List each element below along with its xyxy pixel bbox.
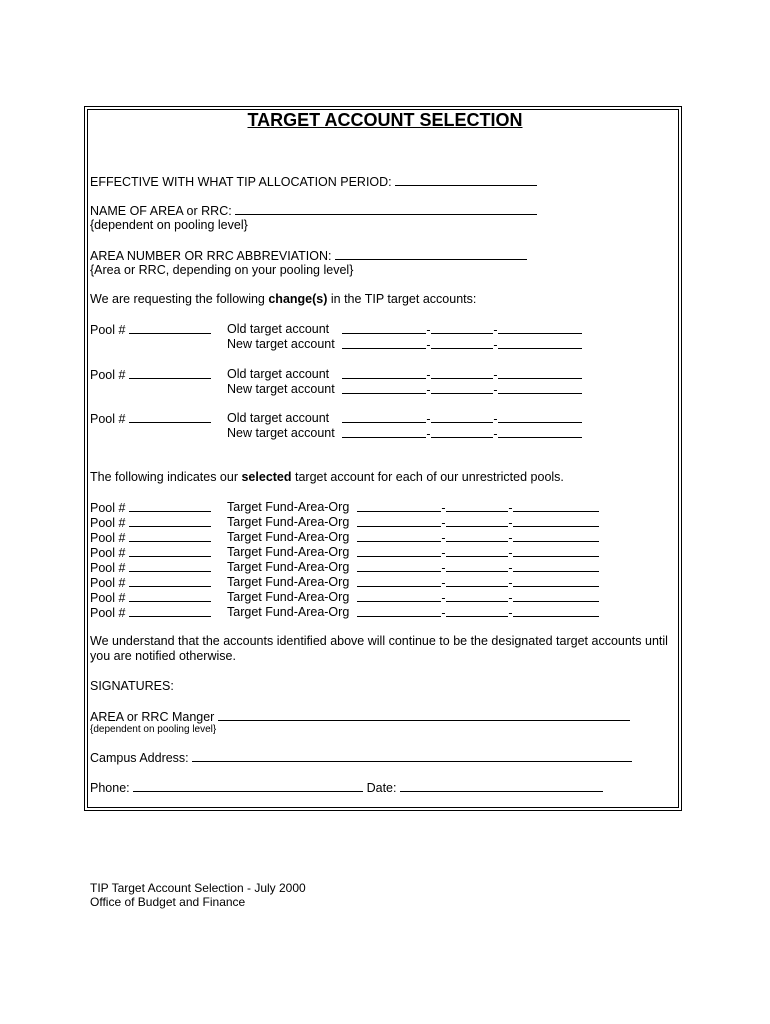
- phone-field[interactable]: [133, 780, 363, 792]
- account-separator: -: [508, 531, 513, 545]
- pool-row: [90, 322, 211, 338]
- account-separator: -: [441, 591, 446, 605]
- account-number-fields: [342, 367, 582, 383]
- phone-date-row: [90, 780, 603, 796]
- account-separator: -: [441, 561, 446, 575]
- org-field[interactable]: [513, 605, 599, 617]
- pool-label: Pool #: [90, 531, 126, 545]
- pool-number-field[interactable]: [129, 322, 211, 334]
- area-field[interactable]: [446, 545, 508, 557]
- account-separator: -: [508, 606, 513, 620]
- area-number-label: AREA NUMBER OR RRC ABBREVIATION:: [90, 249, 332, 263]
- pool-number-field[interactable]: [129, 515, 211, 527]
- account-separator: -: [508, 516, 513, 530]
- effective-period-label: EFFECTIVE WITH WHAT TIP ALLOCATION PERIOD:: [90, 175, 392, 189]
- fund-field[interactable]: [357, 545, 441, 557]
- campus-label: Campus Address:: [90, 751, 189, 765]
- pool-row: [90, 515, 211, 531]
- area-name-field[interactable]: [235, 203, 537, 215]
- account-separator: -: [493, 412, 498, 426]
- request-text-post: in the TIP target accounts:: [327, 292, 477, 306]
- signatures-label: SIGNATURES:: [90, 679, 174, 693]
- pool-label: Pool #: [90, 412, 126, 426]
- fund-field[interactable]: [357, 530, 441, 542]
- pool-label: Pool #: [90, 576, 126, 590]
- account-number-fields: [357, 590, 599, 606]
- pool-label: Pool #: [90, 591, 126, 605]
- phone-label: Phone:: [90, 781, 130, 795]
- pool-label: Pool #: [90, 606, 126, 620]
- pool-label: Pool #: [90, 546, 126, 560]
- target-fund-label: Target Fund-Area-Org: [227, 545, 350, 559]
- selected-text-bold: selected: [241, 470, 292, 484]
- area-field[interactable]: [431, 426, 493, 438]
- account-separator: -: [493, 338, 498, 352]
- account-separator: -: [426, 412, 431, 426]
- org-field[interactable]: [498, 382, 582, 394]
- org-field[interactable]: [513, 575, 599, 587]
- org-field[interactable]: [498, 367, 582, 379]
- fund-field[interactable]: [357, 560, 441, 572]
- pool-number-field[interactable]: [129, 545, 211, 557]
- area-number-note: {Area or RRC, depending on your pooling level}: [90, 263, 354, 277]
- fund-field[interactable]: [342, 322, 426, 334]
- fund-field[interactable]: [342, 411, 426, 423]
- account-number-fields: [357, 530, 599, 546]
- fund-field[interactable]: [342, 367, 426, 379]
- pool-row: [90, 367, 211, 383]
- manager-label: AREA or RRC Manger: [90, 710, 215, 724]
- pool-row: [90, 411, 211, 427]
- fund-field[interactable]: [342, 426, 426, 438]
- date-field[interactable]: [400, 780, 603, 792]
- pool-number-field[interactable]: [129, 530, 211, 542]
- area-field[interactable]: [431, 322, 493, 334]
- account-separator: -: [426, 323, 431, 337]
- pool-label: Pool #: [90, 368, 126, 382]
- date-label: Date:: [366, 781, 397, 795]
- target-fund-label: Target Fund-Area-Org: [227, 500, 350, 514]
- area-number-field[interactable]: [335, 248, 527, 260]
- target-fund-label: Target Fund-Area-Org: [227, 605, 350, 619]
- new-target-label: New target account: [227, 337, 335, 351]
- account-number-fields: [357, 500, 599, 516]
- fund-field[interactable]: [342, 382, 426, 394]
- account-separator: -: [441, 516, 446, 530]
- account-separator: -: [508, 591, 513, 605]
- account-separator: -: [426, 427, 431, 441]
- account-separator: -: [426, 338, 431, 352]
- area-field[interactable]: [446, 500, 508, 512]
- pool-label: Pool #: [90, 561, 126, 575]
- pool-row: [90, 530, 211, 546]
- pool-number-field[interactable]: [129, 411, 211, 423]
- account-number-fields: [342, 411, 582, 427]
- org-field[interactable]: [513, 515, 599, 527]
- area-field[interactable]: [446, 590, 508, 602]
- selected-text-pre: The following indicates our: [90, 470, 242, 484]
- area-field[interactable]: [431, 337, 493, 349]
- pool-number-field[interactable]: [129, 367, 211, 379]
- org-field[interactable]: [513, 590, 599, 602]
- selected-text-post: target account for each of our unrestricted pools.: [291, 470, 564, 484]
- area-number-row: [90, 248, 527, 264]
- org-field[interactable]: [513, 545, 599, 557]
- area-field[interactable]: [446, 575, 508, 587]
- account-number-fields: [357, 605, 599, 621]
- pool-number-field[interactable]: [129, 560, 211, 572]
- selected-text: [90, 470, 564, 485]
- area-field[interactable]: [446, 605, 508, 617]
- new-target-label: New target account: [227, 426, 335, 440]
- pool-number-field[interactable]: [129, 590, 211, 602]
- new-target-label: New target account: [227, 382, 335, 396]
- account-number-fields: [342, 322, 582, 338]
- org-field[interactable]: [498, 337, 582, 349]
- account-separator: -: [508, 561, 513, 575]
- target-fund-label: Target Fund-Area-Org: [227, 590, 350, 604]
- pool-row: [90, 500, 211, 516]
- target-fund-label: Target Fund-Area-Org: [227, 515, 350, 529]
- account-separator: -: [441, 576, 446, 590]
- footer-line-1: TIP Target Account Selection - July 2000: [90, 881, 306, 895]
- footer-line-2: Office of Budget and Finance: [90, 895, 246, 909]
- pool-row: [90, 560, 211, 576]
- area-name-label: NAME OF AREA or RRC:: [90, 204, 232, 218]
- account-separator: -: [493, 427, 498, 441]
- org-field[interactable]: [498, 322, 582, 334]
- account-separator: -: [508, 501, 513, 515]
- pool-label: Pool #: [90, 323, 126, 337]
- account-separator: -: [441, 546, 446, 560]
- manager-signature-field[interactable]: [218, 709, 630, 721]
- pool-label: Pool #: [90, 516, 126, 530]
- campus-row: [90, 750, 632, 766]
- old-target-label: Old target account: [227, 367, 330, 381]
- account-number-fields: [342, 337, 582, 353]
- fund-field[interactable]: [357, 575, 441, 587]
- area-field[interactable]: [446, 530, 508, 542]
- fund-field[interactable]: [357, 590, 441, 602]
- area-name-note: {dependent on pooling level}: [90, 218, 248, 232]
- page-title: TARGET ACCOUNT SELECTION: [247, 110, 523, 130]
- account-separator: -: [508, 576, 513, 590]
- account-separator: -: [426, 368, 431, 382]
- request-text-bold: change(s): [268, 292, 328, 306]
- understand-line-2: you are notified otherwise.: [90, 649, 236, 663]
- account-number-fields: [357, 575, 599, 591]
- account-number-fields: [342, 426, 582, 442]
- target-fund-label: Target Fund-Area-Org: [227, 530, 350, 544]
- pool-row: [90, 590, 211, 606]
- fund-field[interactable]: [357, 515, 441, 527]
- account-separator: -: [441, 531, 446, 545]
- target-fund-label: Target Fund-Area-Org: [227, 560, 350, 574]
- target-fund-label: Target Fund-Area-Org: [227, 575, 350, 589]
- fund-field[interactable]: [357, 500, 441, 512]
- account-separator: -: [493, 383, 498, 397]
- account-number-fields: [342, 382, 582, 398]
- org-field[interactable]: [498, 426, 582, 438]
- fund-field[interactable]: [342, 337, 426, 349]
- org-field[interactable]: [513, 560, 599, 572]
- area-field[interactable]: [431, 411, 493, 423]
- area-field[interactable]: [446, 515, 508, 527]
- area-field[interactable]: [431, 367, 493, 379]
- old-target-label: Old target account: [227, 322, 330, 336]
- account-separator: -: [493, 368, 498, 382]
- pool-number-field[interactable]: [129, 500, 211, 512]
- account-separator: -: [426, 383, 431, 397]
- old-target-label: Old target account: [227, 411, 330, 425]
- pool-number-field[interactable]: [129, 575, 211, 587]
- org-field[interactable]: [498, 411, 582, 423]
- effective-period-field[interactable]: [395, 174, 537, 186]
- pool-row: [90, 605, 211, 621]
- account-separator: -: [441, 606, 446, 620]
- account-separator: -: [493, 323, 498, 337]
- account-separator: -: [508, 546, 513, 560]
- area-field[interactable]: [446, 560, 508, 572]
- pool-label: Pool #: [90, 501, 126, 515]
- account-number-fields: [357, 515, 599, 531]
- pool-row: [90, 575, 211, 591]
- request-text-pre: We are requesting the following: [90, 292, 269, 306]
- area-field[interactable]: [431, 382, 493, 394]
- account-number-fields: [357, 545, 599, 561]
- fund-field[interactable]: [357, 605, 441, 617]
- request-text: [90, 292, 476, 307]
- org-field[interactable]: [513, 530, 599, 542]
- org-field[interactable]: [513, 500, 599, 512]
- pool-row: [90, 545, 211, 561]
- campus-address-field[interactable]: [192, 750, 632, 762]
- understand-line-1: We understand that the accounts identified above will continue to be the designated target accounts until: [90, 634, 668, 648]
- account-separator: -: [441, 501, 446, 515]
- area-name-row: [90, 203, 537, 219]
- account-number-fields: [357, 560, 599, 576]
- effective-period-row: [90, 174, 537, 190]
- pool-number-field[interactable]: [129, 605, 211, 617]
- manager-note: {dependent on pooling level}: [90, 724, 217, 735]
